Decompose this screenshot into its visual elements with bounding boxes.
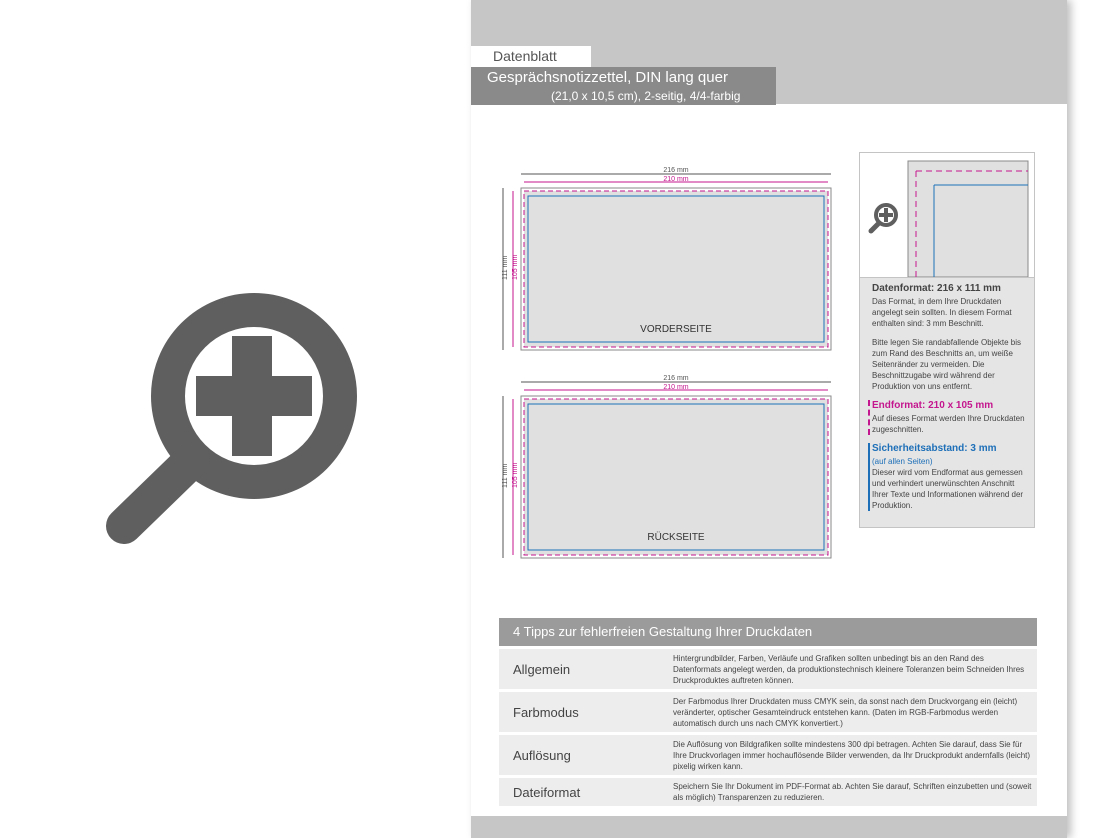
front-height-inner-label: 105 mm — [512, 254, 519, 280]
tip-label: Allgemein — [513, 661, 571, 677]
safety-text: Dieser wird vom Endformat aus gemessen und verhindert unerwünschten Anschnitt Ihrer Texte und Informationen während der Produktion. — [872, 468, 1024, 510]
end-format-block — [868, 400, 1032, 435]
page-subtitle: (21,0 x 10,5 cm), 2-seitig, 4/4-farbig — [551, 89, 741, 103]
safety-block — [868, 443, 1032, 511]
page-title: Gesprächsnotizzettel, DIN lang quer — [487, 69, 728, 86]
tip-row — [499, 692, 1037, 732]
front-side-label: VORDERSEITE — [640, 324, 712, 335]
safety-title: Sicherheitsabstand: 3 mm — [872, 443, 997, 454]
tip-text: Die Auflösung von Bildgrafiken sollte mindestens 300 dpi betragen. Achten Sie darauf, dass Sie für Ihre Druckvorlagen immer hochauflösende Bilder verwenden, da Ihr Druckprodukt andernfalls (leicht) pixelig wirken kann. — [673, 739, 1031, 771]
format-diagram — [471, 160, 851, 570]
back-width-inner-label: 210 mm — [663, 384, 689, 391]
zoom-in-icon[interactable] — [100, 290, 360, 550]
front-width-inner-label: 210 mm — [663, 176, 689, 183]
title-box — [471, 67, 776, 105]
data-format-text: Das Format, in dem Ihre Druckdaten angelegt sein sollten. In diesem Format enthalten sind: 3 mm Beschnitt. — [872, 297, 1012, 328]
end-format-text: Auf dieses Format werden Ihre Druckdaten zugeschnitten. — [872, 414, 1025, 434]
back-height-inner-label: 105 mm — [512, 462, 519, 488]
back-side-diagram — [502, 375, 831, 558]
tip-label: Farbmodus — [513, 704, 579, 720]
data-format-title: Datenformat: 216 x 111 mm — [872, 283, 1001, 294]
front-height-outer-label: 111 mm — [502, 255, 509, 280]
footer-band — [471, 816, 1067, 838]
zoom-small-icon — [871, 205, 896, 231]
end-format-title: Endformat: 210 x 105 mm — [872, 400, 994, 411]
back-side-label: RÜCKSEITE — [647, 532, 705, 543]
tip-text: Speichern Sie Ihr Dokument im PDF-Format ab. Achten Sie darauf, Schriften einzubetten und (soweit als möglich) Transparenzen zu reduzieren. — [673, 782, 1032, 802]
back-height-outer-label: 111 mm — [502, 463, 509, 488]
front-side-diagram — [502, 167, 831, 350]
tip-row — [499, 778, 1037, 806]
safety-subtitle: (auf allen Seiten) — [872, 457, 933, 466]
tip-label: Auflösung — [513, 747, 571, 763]
tip-label: Dateiformat — [513, 784, 581, 800]
tips-table — [499, 618, 1037, 806]
tip-row — [499, 649, 1037, 689]
tips-heading: 4 Tipps zur fehlerfreien Gestaltung Ihrer Druckdaten — [499, 618, 1037, 646]
front-width-outer-label: 216 mm — [663, 167, 689, 174]
back-width-outer-label: 216 mm — [663, 375, 689, 382]
format-info — [872, 283, 1032, 519]
tip-text: Der Farbmodus Ihrer Druckdaten muss CMYK sein, da sonst nach dem Druckvorgang ein (leicht) veränderter, optischer Gesamteindruck entstehen kann. (Daten im RGB-Farbmodus werden automatisch durch uns nach CMYK konvertiert.) — [673, 696, 1018, 728]
tip-row — [499, 735, 1037, 775]
zoom-detail-preview — [860, 153, 1034, 278]
datasheet-page — [471, 0, 1067, 838]
tip-text: Hintergrundbilder, Farben, Verläufe und Grafiken sollten unbedingt bis an den Rand des Datenformats angelegt werden, da produktionstechnisch kleinere Toleranzen beim Schneiden Ihres Druckproduktes auftreten können. — [673, 653, 1025, 685]
bleed-text: Bitte legen Sie randabfallende Objekte bis zum Rand des Beschnitts an, um weiße Seitenränder zu vermeiden. Die Beschnittzugabe wird während der Produktion von uns entfernt. — [872, 338, 1021, 391]
datasheet-tag: Datenblatt — [471, 46, 591, 67]
zoom-detail-panel — [859, 152, 1035, 528]
